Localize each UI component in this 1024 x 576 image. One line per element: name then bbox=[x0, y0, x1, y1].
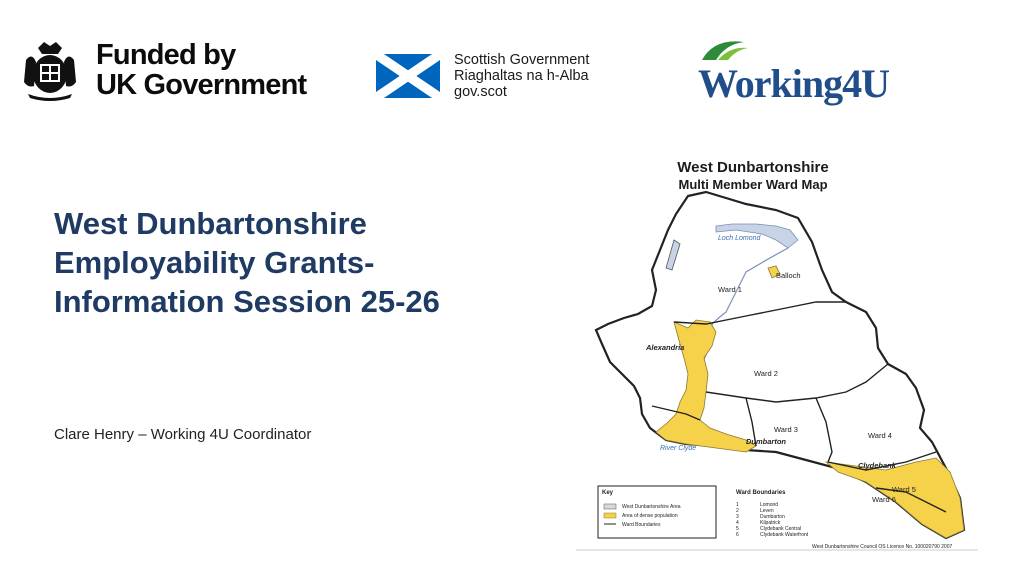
presenter-name: Clare Henry – Working 4U Coordinator bbox=[54, 426, 312, 443]
working4u-wordmark: Working4U bbox=[698, 61, 890, 106]
label-ward-4: Ward 4 bbox=[868, 431, 892, 440]
ward-name-1: Lomond bbox=[760, 502, 779, 508]
page-title bbox=[54, 204, 524, 321]
key-item-area: West Dunbartonshire Area bbox=[622, 504, 681, 510]
key-heading: Key bbox=[602, 490, 614, 496]
ward-number-5: 5 bbox=[736, 526, 739, 532]
working4u-logo bbox=[696, 34, 890, 114]
label-ward-5: Ward 5 bbox=[892, 485, 916, 494]
label-balloch: Balloch bbox=[776, 271, 801, 280]
ward-name-2: Leven bbox=[760, 508, 774, 514]
ward-number-4: 4 bbox=[736, 520, 739, 526]
ward-number-6: 6 bbox=[736, 532, 739, 538]
ward-boundary-list bbox=[736, 490, 809, 538]
label-ward-1: Ward 1 bbox=[718, 285, 742, 294]
ward-number-2: 2 bbox=[736, 508, 739, 514]
key-item-dense: Area of dense population bbox=[622, 513, 678, 519]
title-line-2: Employability Grants- bbox=[54, 245, 375, 280]
uk-gov-name-text: UK Government bbox=[96, 69, 307, 101]
ward-name-4: Kilpatrick bbox=[760, 520, 781, 526]
label-alexandria: Alexandria bbox=[646, 343, 685, 352]
ward-list-heading: Ward Boundaries bbox=[736, 490, 786, 496]
map-title-line-1: West Dunbartonshire bbox=[677, 159, 829, 176]
ward-map bbox=[576, 152, 978, 552]
ward-name-5: Clydebank Central bbox=[760, 526, 802, 532]
ward-name-6: Clydebank Waterfront bbox=[760, 532, 809, 538]
label-clydebank: Clydebank bbox=[858, 461, 896, 470]
map-title-line-2: Multi Member Ward Map bbox=[678, 177, 828, 192]
os-licence-text: West Dunbartonshire Council OS Licence No. 100020790 2007 bbox=[812, 544, 953, 550]
title-line-3: Information Session 25-26 bbox=[54, 284, 440, 319]
label-ward-3: Ward 3 bbox=[774, 425, 798, 434]
ward-number-1: 1 bbox=[736, 502, 739, 508]
key-item-boundaries: Ward Boundaries bbox=[622, 522, 661, 528]
label-ward-2: Ward 2 bbox=[754, 369, 778, 378]
scot-gov-url: gov.scot bbox=[454, 84, 507, 100]
uk-government-logo bbox=[18, 38, 318, 102]
scot-gov-english-name: Scottish Government bbox=[454, 52, 590, 68]
royal-crest-icon bbox=[18, 38, 82, 102]
label-ward-6: Ward 6 bbox=[872, 495, 896, 504]
label-dumbarton: Dumbarton bbox=[746, 437, 786, 446]
scot-gov-gaelic-name: Riaghaltas na h-Alba bbox=[454, 68, 589, 84]
map-key bbox=[598, 486, 716, 538]
ward-name-3: Dumbarton bbox=[760, 514, 785, 520]
ward-map-graphic bbox=[576, 152, 978, 552]
label-river-clyde: River Clyde bbox=[660, 445, 697, 452]
title-line-1: West Dunbartonshire bbox=[54, 206, 367, 241]
scottish-government-logo bbox=[376, 52, 606, 102]
label-loch-lomond: Loch Lomond bbox=[718, 235, 761, 242]
uk-gov-funded-text: Funded by bbox=[96, 39, 236, 71]
ward-number-3: 3 bbox=[736, 514, 739, 520]
saltire-flag-icon bbox=[376, 54, 440, 98]
